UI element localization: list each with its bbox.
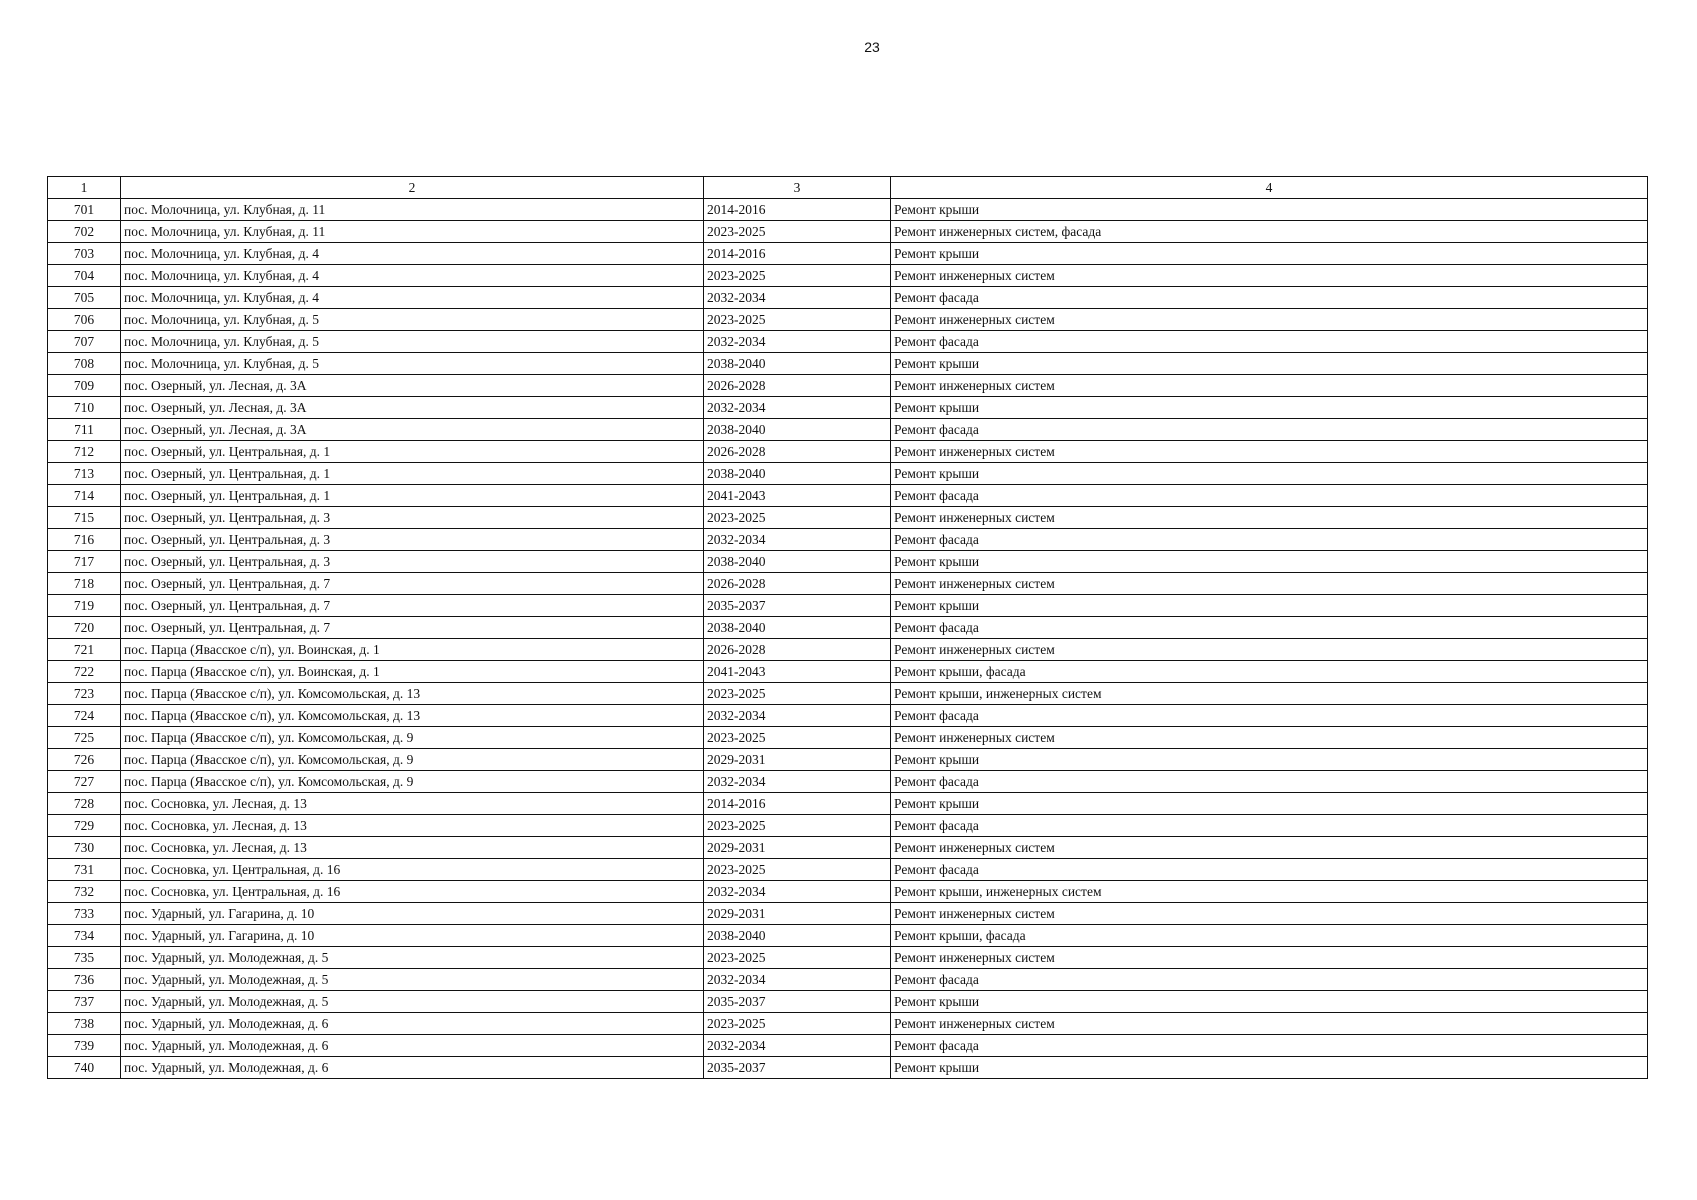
period-cell: 2035-2037 [704,1057,891,1079]
address-cell: пос. Ударный, ул. Молодежная, д. 5 [121,969,704,991]
table-row [48,375,1648,397]
row-number: 720 [48,617,121,639]
period-cell: 2032-2034 [704,529,891,551]
address-cell: пос. Парца (Явасское с/п), ул. Комсомольская, д. 13 [121,683,704,705]
work-type-cell: Ремонт крыши [891,243,1648,265]
row-number: 716 [48,529,121,551]
work-type-cell: Ремонт фасада [891,859,1648,881]
work-type-cell: Ремонт инженерных систем [891,947,1648,969]
column-header-1: 1 [48,177,121,199]
work-type-cell: Ремонт крыши [891,991,1648,1013]
period-cell: 2023-2025 [704,507,891,529]
period-cell: 2032-2034 [704,705,891,727]
table-row [48,397,1648,419]
table-row [48,1057,1648,1079]
address-cell: пос. Ударный, ул. Гагарина, д. 10 [121,903,704,925]
address-cell: пос. Озерный, ул. Лесная, д. 3А [121,375,704,397]
work-type-cell: Ремонт крыши [891,353,1648,375]
row-number: 713 [48,463,121,485]
row-number: 707 [48,331,121,353]
work-type-cell: Ремонт инженерных систем [891,1013,1648,1035]
address-cell: пос. Парца (Явасское с/п), ул. Воинская, д. 1 [121,639,704,661]
work-type-cell: Ремонт крыши [891,749,1648,771]
period-cell: 2038-2040 [704,925,891,947]
table-row [48,243,1648,265]
row-number: 702 [48,221,121,243]
work-type-cell: Ремонт крыши [891,463,1648,485]
row-number: 737 [48,991,121,1013]
table-row [48,309,1648,331]
table-row [48,441,1648,463]
work-type-cell: Ремонт фасада [891,969,1648,991]
table-row [48,353,1648,375]
table-row [48,419,1648,441]
address-cell: пос. Парца (Явасское с/п), ул. Комсомольская, д. 9 [121,727,704,749]
work-type-cell: Ремонт фасада [891,419,1648,441]
address-cell: пос. Озерный, ул. Центральная, д. 7 [121,617,704,639]
period-cell: 2026-2028 [704,573,891,595]
period-cell: 2023-2025 [704,859,891,881]
period-cell: 2038-2040 [704,353,891,375]
address-cell: пос. Озерный, ул. Лесная, д. 3А [121,419,704,441]
table-row [48,793,1648,815]
column-header-2: 2 [121,177,704,199]
table-row [48,639,1648,661]
row-number: 739 [48,1035,121,1057]
period-cell: 2026-2028 [704,375,891,397]
work-type-cell: Ремонт крыши [891,595,1648,617]
address-cell: пос. Молочница, ул. Клубная, д. 5 [121,331,704,353]
address-cell: пос. Озерный, ул. Центральная, д. 3 [121,551,704,573]
table-row [48,727,1648,749]
address-cell: пос. Парца (Явасское с/п), ул. Комсомольская, д. 9 [121,771,704,793]
work-type-cell: Ремонт инженерных систем [891,727,1648,749]
address-cell: пос. Парца (Явасское с/п), ул. Воинская, д. 1 [121,661,704,683]
table-row [48,991,1648,1013]
address-cell: пос. Ударный, ул. Молодежная, д. 5 [121,991,704,1013]
work-type-cell: Ремонт инженерных систем [891,639,1648,661]
column-header-3: 3 [704,177,891,199]
work-type-cell: Ремонт инженерных систем [891,837,1648,859]
row-number: 727 [48,771,121,793]
table-row [48,331,1648,353]
period-cell: 2029-2031 [704,749,891,771]
period-cell: 2023-2025 [704,309,891,331]
table-row [48,1013,1648,1035]
period-cell: 2032-2034 [704,881,891,903]
period-cell: 2023-2025 [704,815,891,837]
period-cell: 2032-2034 [704,287,891,309]
row-number: 725 [48,727,121,749]
work-type-cell: Ремонт крыши [891,1057,1648,1079]
period-cell: 2023-2025 [704,727,891,749]
row-number: 705 [48,287,121,309]
row-number: 704 [48,265,121,287]
period-cell: 2014-2016 [704,199,891,221]
period-cell: 2032-2034 [704,771,891,793]
address-cell: пос. Ударный, ул. Молодежная, д. 6 [121,1035,704,1057]
row-number: 731 [48,859,121,881]
period-cell: 2026-2028 [704,441,891,463]
table-row [48,771,1648,793]
table-row [48,705,1648,727]
address-cell: пос. Озерный, ул. Центральная, д. 7 [121,573,704,595]
period-cell: 2023-2025 [704,1013,891,1035]
row-number: 734 [48,925,121,947]
work-type-cell: Ремонт инженерных систем [891,309,1648,331]
work-type-cell: Ремонт крыши [891,793,1648,815]
table-row [48,859,1648,881]
row-number: 711 [48,419,121,441]
work-type-cell: Ремонт инженерных систем [891,507,1648,529]
table-row [48,287,1648,309]
table-row [48,903,1648,925]
row-number: 722 [48,661,121,683]
address-cell: пос. Озерный, ул. Лесная, д. 3А [121,397,704,419]
column-header-4: 4 [891,177,1648,199]
page-number: 23 [864,39,880,55]
table-row [48,595,1648,617]
table-row [48,485,1648,507]
address-cell: пос. Молочница, ул. Клубная, д. 4 [121,265,704,287]
period-cell: 2023-2025 [704,221,891,243]
period-cell: 2038-2040 [704,551,891,573]
period-cell: 2038-2040 [704,463,891,485]
address-cell: пос. Сосновка, ул. Лесная, д. 13 [121,793,704,815]
work-type-cell: Ремонт крыши, инженерных систем [891,881,1648,903]
period-cell: 2032-2034 [704,397,891,419]
work-type-cell: Ремонт инженерных систем [891,265,1648,287]
row-number: 730 [48,837,121,859]
table-row [48,199,1648,221]
repair-schedule-table [47,176,1648,1079]
work-type-cell: Ремонт фасада [891,705,1648,727]
address-cell: пос. Озерный, ул. Центральная, д. 3 [121,529,704,551]
work-type-cell: Ремонт фасада [891,287,1648,309]
row-number: 718 [48,573,121,595]
work-type-cell: Ремонт крыши [891,397,1648,419]
table-body [48,199,1648,1079]
work-type-cell: Ремонт инженерных систем [891,441,1648,463]
work-type-cell: Ремонт фасада [891,485,1648,507]
table-row [48,463,1648,485]
table-row [48,507,1648,529]
address-cell: пос. Молочница, ул. Клубная, д. 4 [121,287,704,309]
work-type-cell: Ремонт крыши [891,551,1648,573]
row-number: 738 [48,1013,121,1035]
address-cell: пос. Сосновка, ул. Центральная, д. 16 [121,859,704,881]
table-row [48,661,1648,683]
work-type-cell: Ремонт фасада [891,771,1648,793]
work-type-cell: Ремонт фасада [891,1035,1648,1057]
table-row [48,265,1648,287]
header-row [48,177,1648,199]
period-cell: 2014-2016 [704,243,891,265]
row-number: 728 [48,793,121,815]
work-type-cell: Ремонт инженерных систем [891,573,1648,595]
row-number: 740 [48,1057,121,1079]
row-number: 706 [48,309,121,331]
table-row [48,815,1648,837]
work-type-cell: Ремонт фасада [891,815,1648,837]
table-row [48,221,1648,243]
row-number: 726 [48,749,121,771]
table-row [48,1035,1648,1057]
address-cell: пос. Сосновка, ул. Лесная, д. 13 [121,815,704,837]
row-number: 717 [48,551,121,573]
table-row [48,925,1648,947]
table-row [48,837,1648,859]
row-number: 714 [48,485,121,507]
address-cell: пос. Парца (Явасское с/п), ул. Комсомольская, д. 13 [121,705,704,727]
table-row [48,881,1648,903]
table-row [48,947,1648,969]
row-number: 721 [48,639,121,661]
address-cell: пос. Молочница, ул. Клубная, д. 5 [121,309,704,331]
period-cell: 2014-2016 [704,793,891,815]
work-type-cell: Ремонт фасада [891,529,1648,551]
row-number: 701 [48,199,121,221]
row-number: 733 [48,903,121,925]
period-cell: 2032-2034 [704,1035,891,1057]
row-number: 724 [48,705,121,727]
table-row [48,573,1648,595]
work-type-cell: Ремонт инженерных систем [891,903,1648,925]
address-cell: пос. Озерный, ул. Центральная, д. 7 [121,595,704,617]
address-cell: пос. Молочница, ул. Клубная, д. 11 [121,221,704,243]
address-cell: пос. Ударный, ул. Молодежная, д. 5 [121,947,704,969]
row-number: 712 [48,441,121,463]
period-cell: 2041-2043 [704,661,891,683]
work-type-cell: Ремонт крыши [891,199,1648,221]
period-cell: 2029-2031 [704,837,891,859]
address-cell: пос. Ударный, ул. Гагарина, д. 10 [121,925,704,947]
row-number: 703 [48,243,121,265]
work-type-cell: Ремонт крыши, инженерных систем [891,683,1648,705]
address-cell: пос. Сосновка, ул. Центральная, д. 16 [121,881,704,903]
row-number: 735 [48,947,121,969]
address-cell: пос. Парца (Явасское с/п), ул. Комсомольская, д. 9 [121,749,704,771]
work-type-cell: Ремонт фасада [891,617,1648,639]
row-number: 736 [48,969,121,991]
address-cell: пос. Молочница, ул. Клубная, д. 4 [121,243,704,265]
period-cell: 2035-2037 [704,595,891,617]
row-number: 732 [48,881,121,903]
address-cell: пос. Озерный, ул. Центральная, д. 1 [121,485,704,507]
work-type-cell: Ремонт крыши, фасада [891,925,1648,947]
row-number: 729 [48,815,121,837]
period-cell: 2038-2040 [704,617,891,639]
period-cell: 2023-2025 [704,683,891,705]
address-cell: пос. Ударный, ул. Молодежная, д. 6 [121,1013,704,1035]
address-cell: пос. Озерный, ул. Центральная, д. 1 [121,463,704,485]
period-cell: 2026-2028 [704,639,891,661]
table-row [48,529,1648,551]
period-cell: 2032-2034 [704,331,891,353]
row-number: 710 [48,397,121,419]
period-cell: 2032-2034 [704,969,891,991]
row-number: 715 [48,507,121,529]
address-cell: пос. Сосновка, ул. Лесная, д. 13 [121,837,704,859]
table-row [48,749,1648,771]
row-number: 719 [48,595,121,617]
period-cell: 2038-2040 [704,419,891,441]
table-row [48,969,1648,991]
work-type-cell: Ремонт фасада [891,331,1648,353]
row-number: 709 [48,375,121,397]
table-row [48,617,1648,639]
address-cell: пос. Озерный, ул. Центральная, д. 3 [121,507,704,529]
address-cell: пос. Молочница, ул. Клубная, д. 11 [121,199,704,221]
row-number: 708 [48,353,121,375]
period-cell: 2023-2025 [704,947,891,969]
address-cell: пос. Ударный, ул. Молодежная, д. 6 [121,1057,704,1079]
work-type-cell: Ремонт инженерных систем, фасада [891,221,1648,243]
row-number: 723 [48,683,121,705]
work-type-cell: Ремонт инженерных систем [891,375,1648,397]
work-type-cell: Ремонт крыши, фасада [891,661,1648,683]
period-cell: 2041-2043 [704,485,891,507]
period-cell: 2035-2037 [704,991,891,1013]
table-row [48,551,1648,573]
period-cell: 2029-2031 [704,903,891,925]
table-row [48,683,1648,705]
address-cell: пос. Озерный, ул. Центральная, д. 1 [121,441,704,463]
address-cell: пос. Молочница, ул. Клубная, д. 5 [121,353,704,375]
period-cell: 2023-2025 [704,265,891,287]
